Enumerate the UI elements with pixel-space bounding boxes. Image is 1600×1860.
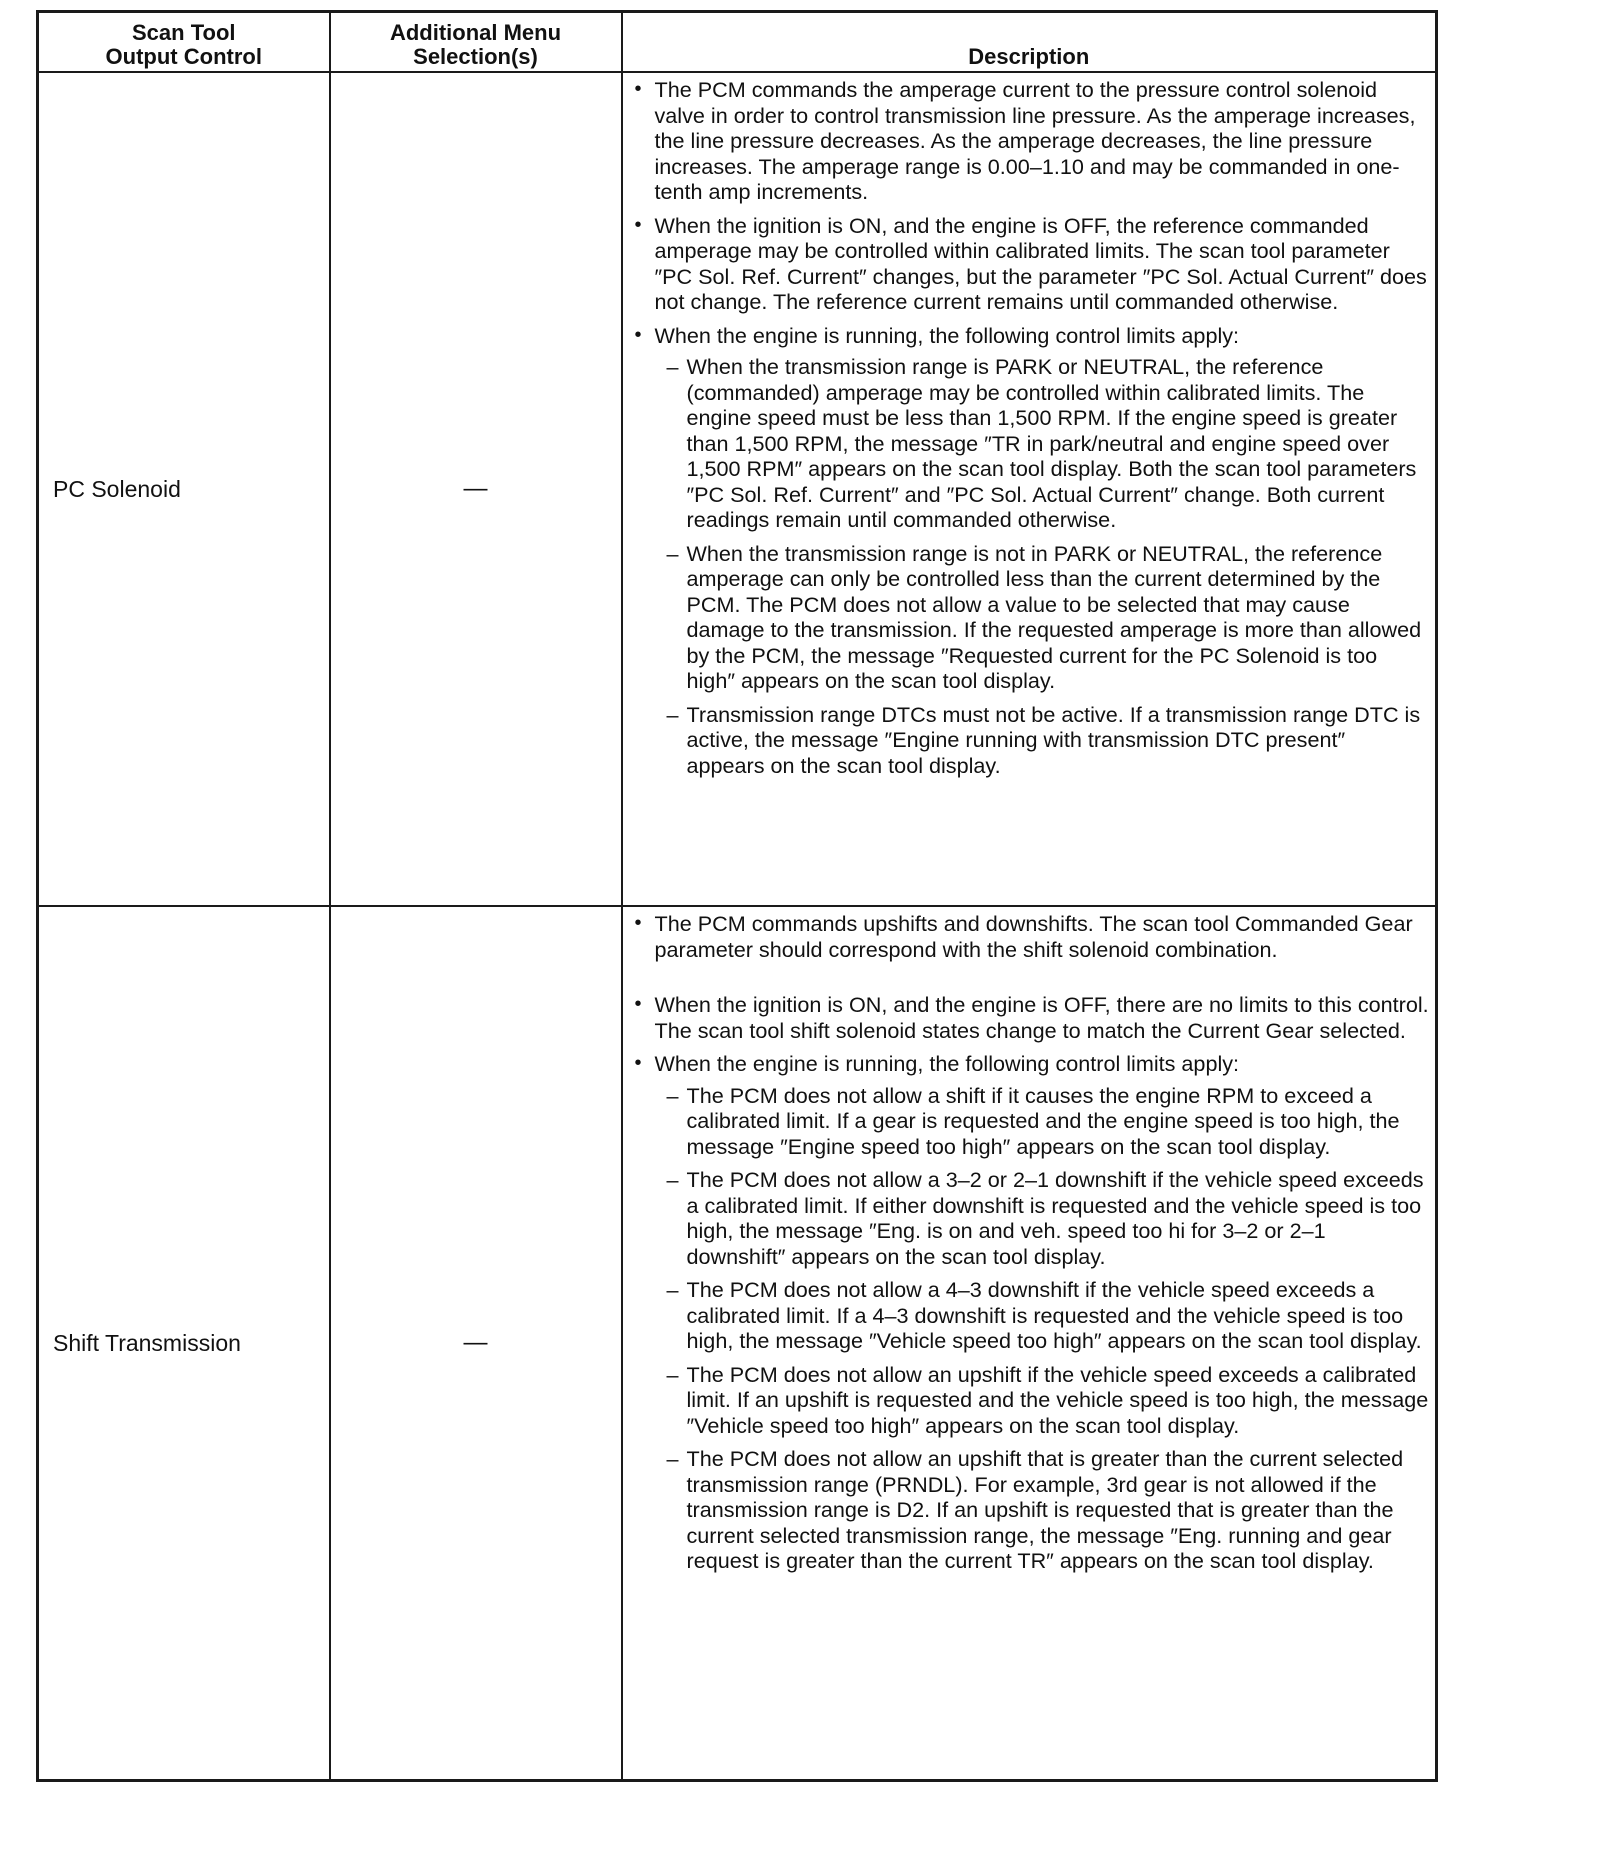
sub-item xyxy=(666,540,1430,694)
bullet-text: When the engine is running, the following control limits apply: xyxy=(654,322,1240,348)
bullet-text: When the ignition is ON, and the engine is OFF, there are no limits to this control. The scan tool shift solenoid states change to match the Current Gear selected. xyxy=(654,992,1429,1043)
header-description xyxy=(622,12,1437,73)
bullet-text: When the engine is running, the following control limits apply: xyxy=(654,1051,1240,1076)
sub-item-text: When the transmission range is PARK or NEUTRAL, the reference (commanded) amperage may be controlled within calibrated limits. The engine speed must be less than 1,500 RPM. If the engine speed is greater than 1,500 RPM, the message ″TR in park/neutral and engine speed over 1,500 RPM″ appears on the scan tool display. Both the scan tool parameters ″PC Sol. Ref. Current″ and ″PC Sol. Actual Current″ change. Both current readings remain until commanded otherwise. xyxy=(686,354,1417,532)
sub-item-text: The PCM does not allow an upshift that is greater than the current selected transmission range (PRNDL). For example, 3rd gear is not allowed if the transmission range is D2. If an upshift is requested that is greater than the current selected transmission range, the message ″Eng. running and gear request is greater than the current TR″ appears on the scan tool display. xyxy=(686,1446,1404,1573)
header-col1-line1: Scan Tool xyxy=(132,20,236,45)
output-control-name: PC Solenoid xyxy=(38,72,330,906)
sub-item xyxy=(666,701,1430,779)
dash-marker: – xyxy=(666,354,679,379)
bullet-marker: • xyxy=(634,993,642,1015)
table-row-pc-solenoid xyxy=(38,72,1437,906)
sub-item xyxy=(666,1277,1430,1354)
dash-marker: – xyxy=(666,540,679,566)
additional-menu-selection: — xyxy=(330,906,622,1780)
bullet-item xyxy=(634,911,1430,962)
sub-item-text: The PCM does not allow an upshift if the vehicle speed exceeds a calibrated limit. If an upshift is requested and the vehicle speed is too high, the message ″Vehicle speed too high″ appears on the scan tool display. xyxy=(686,1361,1429,1438)
bullet-marker: • xyxy=(634,1052,642,1074)
bullet-text: The PCM commands upshifts and downshifts. The scan tool Commanded Gear parameter should correspond with the shift solenoid combination. xyxy=(654,911,1413,962)
bullet-item xyxy=(634,1051,1430,1077)
table-row-shift-transmission xyxy=(38,906,1437,1780)
sub-item-text: Transmission range DTCs must not be active. If a transmission range DTC is active, the message ″Engine running with transmission DTC present″ appears on the scan tool display. xyxy=(686,701,1421,778)
sub-item xyxy=(666,1082,1430,1160)
sub-item-text: The PCM does not allow a 3–2 or 2–1 downshift if the vehicle speed exceeds a calibrated limit. If either downshift is requested and the vehicle speed is too high, the message ″Eng. is on and veh. speed too hi for 3–2 or 2–1 downshift″ appears on the scan tool display. xyxy=(686,1167,1424,1269)
bullet-item xyxy=(634,992,1430,1043)
bullet-text: The PCM commands the amperage current to the pressure control solenoid valve in order to control transmission line pressure. As the amperage increases, the line pressure decreases. As the amperage decreases, the line pressure increases. The amperage range is 0.00–1.10 and may be commanded in one-tenth amp increments. xyxy=(654,77,1416,204)
bullet-text: When the ignition is ON, and the engine is OFF, the reference commanded amperage may be controlled within calibrated limits. The scan tool parameter ″PC Sol. Ref. Current″ changes, but the parameter ″PC Sol. Actual Current″ does not change. The reference current remains until commanded otherwise. xyxy=(654,212,1427,314)
output-control-name: Shift Transmission xyxy=(38,906,330,1780)
dash-marker: – xyxy=(666,1277,679,1302)
sub-item xyxy=(666,354,1430,533)
dash-marker: – xyxy=(666,1361,679,1387)
header-col2-line1: Additional Menu xyxy=(389,20,562,45)
bullet-marker: • xyxy=(634,323,642,346)
sub-item-text: The PCM does not allow a shift if it causes the engine RPM to exceed a calibrated limit. If a gear is requested and the engine speed is too high, the message ″Engine speed too high″ appears on the scan tool display. xyxy=(686,1082,1400,1159)
dash-marker: – xyxy=(666,1167,679,1192)
bullet-marker: • xyxy=(634,912,642,934)
description-cell xyxy=(622,906,1437,1780)
bullet-item xyxy=(634,77,1430,205)
bullet-item xyxy=(634,212,1430,315)
header-scan-tool-output-control xyxy=(38,12,330,73)
header-additional-menu-selections xyxy=(330,12,622,73)
bullet-marker: • xyxy=(634,213,642,236)
output-control-table xyxy=(36,10,1438,1782)
description-cell xyxy=(622,72,1437,906)
additional-menu-selection: — xyxy=(330,72,622,906)
sub-item xyxy=(666,1361,1430,1439)
table-header-row xyxy=(38,12,1437,73)
bullet-item xyxy=(634,322,1430,349)
header-col3: Description xyxy=(968,44,1090,69)
sub-item-text: The PCM does not allow a 4–3 downshift if the vehicle speed exceeds a calibrated limit. If a 4–3 downshift is requested and the vehicle speed is too high, the message ″Vehicle speed too high″ appears on the scan tool display. xyxy=(686,1277,1422,1353)
dash-marker: – xyxy=(666,1082,679,1108)
dash-marker: – xyxy=(666,701,679,727)
header-col2-line2: Selection(s) xyxy=(413,44,538,69)
sub-item-text: When the transmission range is not in PARK or NEUTRAL, the reference amperage can only be controlled less than the current determined by the PCM. The PCM does not allow a value to be selected that may cause damage to the transmission. If the requested amperage is more than allowed by the PCM, the message ″Requested current for the PC Solenoid is too high″ appears on the scan tool display. xyxy=(686,540,1422,693)
dash-marker: – xyxy=(666,1446,679,1471)
sub-item xyxy=(666,1446,1430,1574)
sub-item xyxy=(666,1167,1430,1269)
bullet-marker: • xyxy=(634,78,642,100)
header-col1-line2: Output Control xyxy=(105,44,262,69)
